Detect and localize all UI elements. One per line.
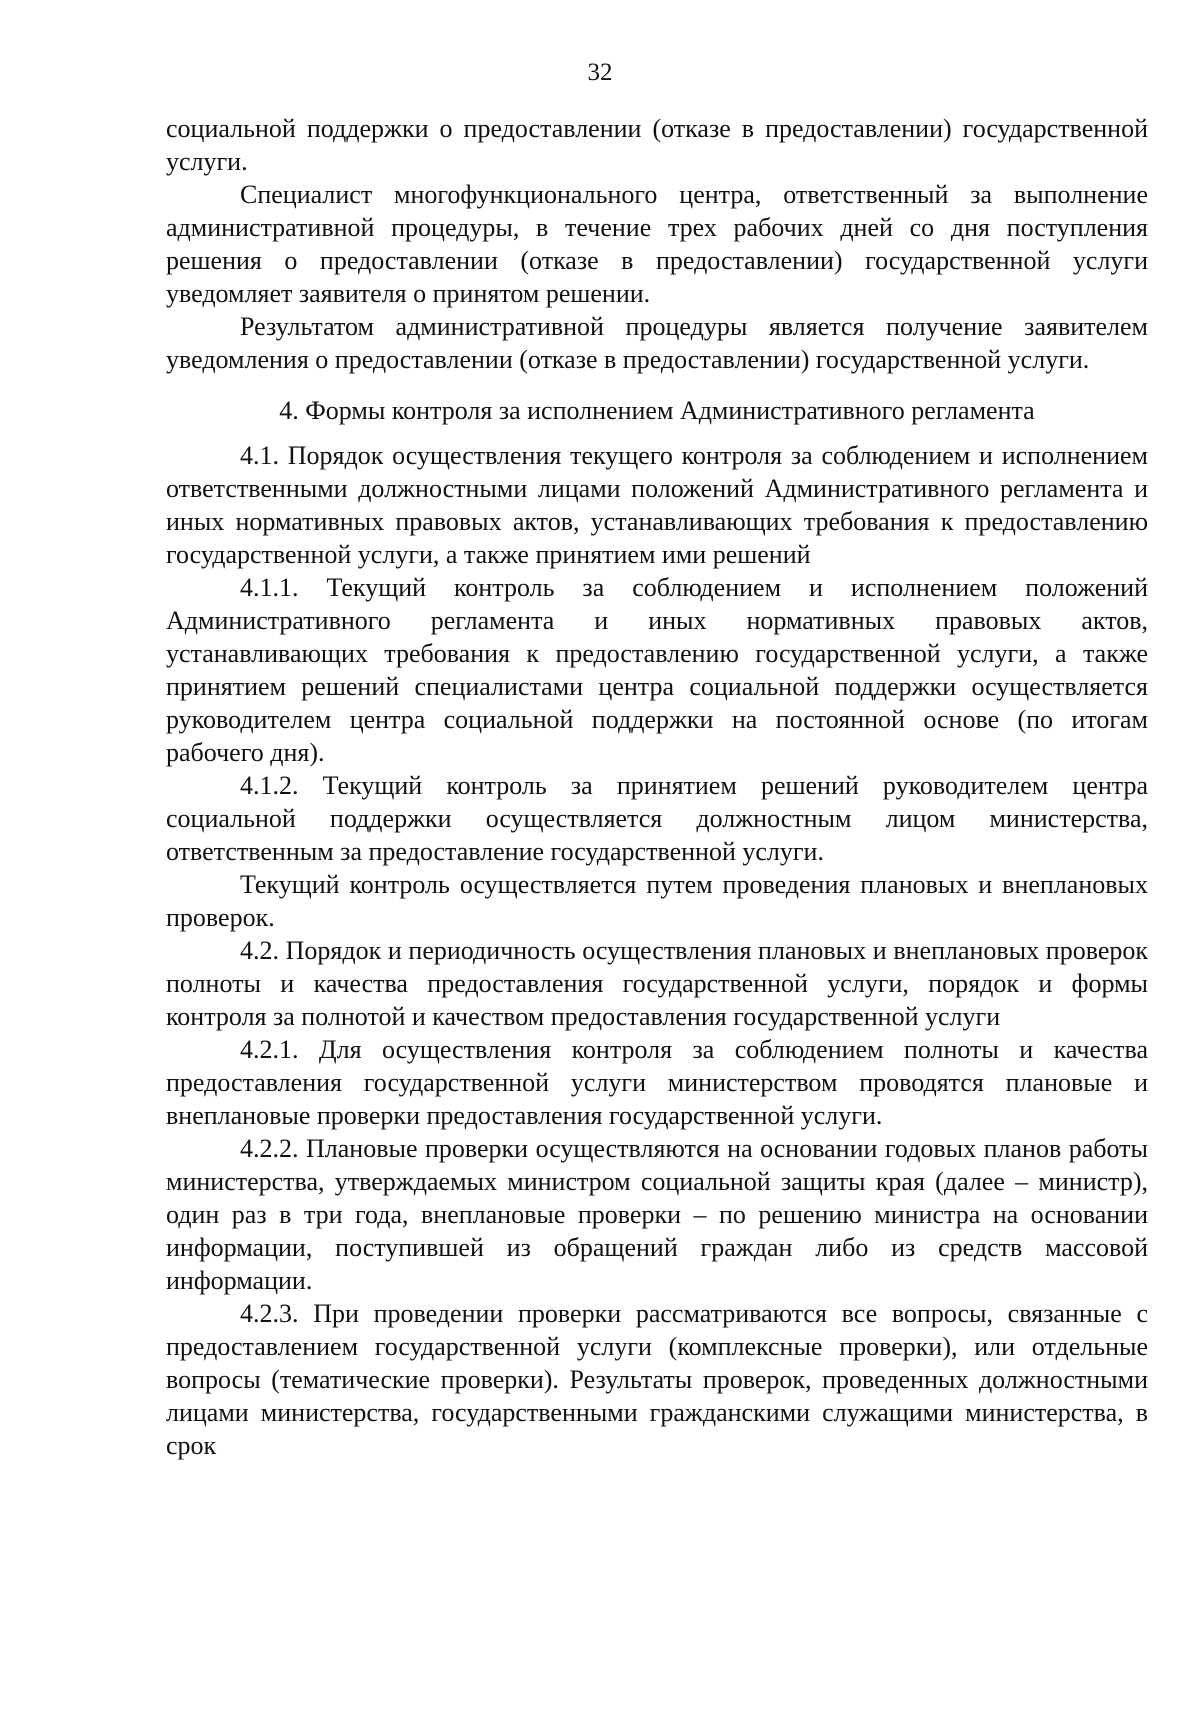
paragraph-4-1-2: 4.1.2. Текущий контроль за принятием решений руководителем центра социальной поддержки осуществляется должностным лицом министерства, ответственным за предоставление государственной услуги. [166, 771, 1148, 866]
paragraph-4-2-1: 4.2.1. Для осуществления контроля за соблюдением полноты и качества предоставления государственной услуги министерством проводятся плановые и внеплановые проверки предоставления государственной услуги. [166, 1035, 1148, 1130]
paragraph-mfc-specialist: Специалист многофункционального центра, ответственный за выполнение административной процедуры, в течение трех рабочих дней со дня поступления решения о предоставлении (отказе в предоставлении) государственной услуги уведомляет заявителя о принятом решении. [166, 180, 1148, 308]
paragraph-procedure-result: Результатом административной процедуры является получение заявителем уведомления о предоставлении (отказе в предоставлении) государственной услуги. [166, 312, 1148, 374]
paragraph-4-2-2: 4.2.2. Плановые проверки осуществляются на основании годовых планов работы министерства, утверждаемых министром социальной защиты края (далее – министр), один раз в три года, внеплановые проверки – по решению министра на основании информации, поступившей из обращений граждан либо из средств массовой информации. [166, 1134, 1148, 1295]
page-number: 32 [587, 59, 613, 86]
paragraph-4-2: 4.2. Порядок и периодичность осуществления плановых и внеплановых проверок полноты и качества предоставления государственной услуги, порядок и формы контроля за полнотой и качеством предоставления государственной услуги [166, 936, 1148, 1031]
paragraph-continuation: социальной поддержки о предоставлении (отказе в предоставлении) государственной услуги. [166, 114, 1148, 176]
paragraph-4-2-3: 4.2.3. При проведении проверки рассматриваются все вопросы, связанные с предоставлением государственной услуги (комплексные проверки), или отдельные вопросы (тематические проверки). Результаты проверок, проведенных должностными лицами министерства, государственными гражданскими служащими министерства, в срок [166, 1299, 1148, 1460]
paragraph-current-control: Текущий контроль осуществляется путем проведения плановых и внеплановых проверок. [166, 870, 1148, 932]
paragraph-4-1-1: 4.1.1. Текущий контроль за соблюдением и исполнением положений Административного регламента и иных нормативных правовых актов, устанавливающих требования к предоставлению государственной услуги, а также принятием решений специалистами центра социальной поддержки осуществляется руководителем центра социальной поддержки на постоянной основе (по итогам рабочего дня). [166, 573, 1148, 767]
document-body [166, 112, 1148, 1462]
paragraph-4-1: 4.1. Порядок осуществления текущего контроля за соблюдением и исполнением ответственными должностными лицами положений Административного регламента и иных нормативных правовых актов, устанавливающих требования к предоставлению государственной услуги, а также принятием ими решений [166, 441, 1148, 569]
section-heading: 4. Формы контроля за исполнением Административного регламента [279, 396, 1035, 425]
